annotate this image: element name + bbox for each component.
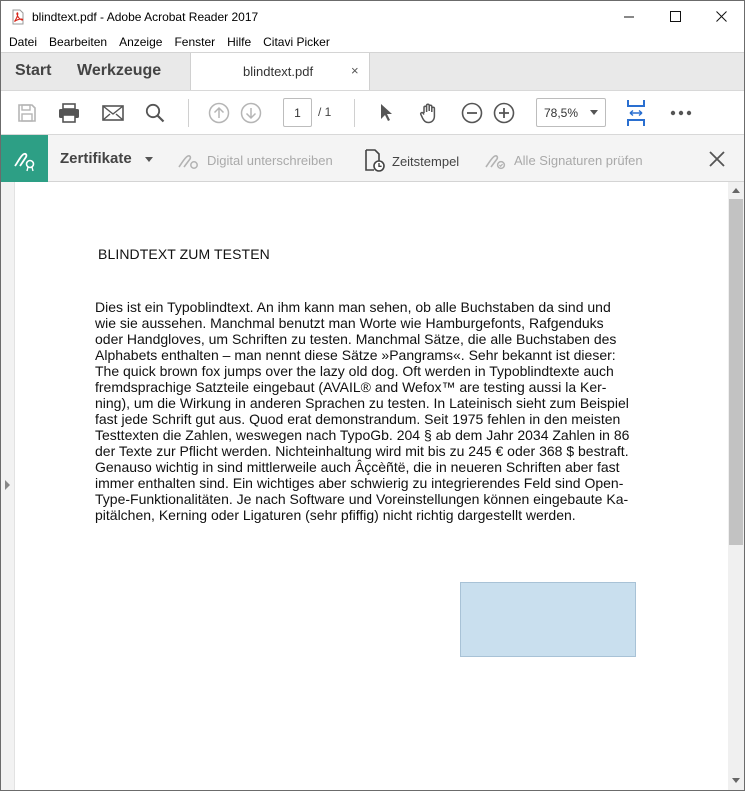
email-icon[interactable] [101, 101, 125, 125]
page-down-icon[interactable] [239, 101, 263, 125]
menu-view[interactable]: Anzeige [119, 35, 163, 49]
maximize-icon [670, 11, 681, 22]
scroll-up-icon[interactable] [732, 188, 740, 193]
save-icon[interactable] [15, 101, 39, 125]
pdf-page [16, 182, 728, 790]
page-total: / 1 [318, 105, 332, 119]
document-line: ning), um die Wirkung in anderen Sprachen zu testen. In Lateinisch sieht zum Beispiel [95, 395, 629, 411]
digital-sign-label: Digital unterschreiben [207, 152, 333, 168]
document-line: fremdsprachige Satzteile eingebaut (AVAIL® and Wefox™ are testing aussi la Ker- [95, 379, 607, 395]
more-icon[interactable] [669, 101, 693, 125]
document-line: Testtexten die Zahlen, weswegen nach TypoGb. 204 § ab dem Jahr 2034 Zahlen in 86 [95, 427, 630, 443]
timestamp-icon [364, 149, 386, 173]
zoom-value: 78,5% [544, 106, 579, 120]
close-icon [707, 149, 727, 169]
close-icon [716, 11, 727, 22]
fit-page-icon[interactable] [624, 99, 648, 127]
chevron-down-icon [590, 110, 598, 115]
document-line: The quick brown fox jumps over the lazy old dog. Oft werden in Typoblindtexte auch [95, 363, 614, 379]
tab-document[interactable] [190, 53, 370, 90]
document-line: immer enthalten sind. Ein wichtiges aber schwierig zu integrierendes Feld sind Open- [95, 475, 624, 491]
page-number-input[interactable]: 1 [283, 98, 312, 127]
document-line: Genauso wichtig in sind mittlerweile auch Âçcèñtë, die in neueren Schriften aber fast [95, 459, 620, 475]
document-line: der Texte zur Pflicht werden. Nichteinhaltung wird mit bis zu 245 € oder 368 $ bestraft. [95, 443, 629, 459]
verify-all-label: Alle Signaturen prüfen [514, 152, 643, 168]
menu-window[interactable]: Fenster [174, 35, 216, 49]
zoom-out-icon[interactable] [460, 101, 484, 125]
menu-citavi-picker[interactable]: Citavi Picker [263, 35, 330, 49]
timestamp-label: Zeitstempel [392, 153, 460, 169]
tab-start[interactable]: Start [15, 62, 52, 79]
certificates-tool-badge [1, 135, 48, 182]
menu-bar [1, 32, 744, 52]
title-bar [1, 1, 744, 32]
page-up-icon[interactable] [207, 101, 231, 125]
document-line: fast jede Schrift gut aus. Quod erat demonstrandum. Seit 1975 fehlen in den meisten [95, 411, 621, 427]
minimize-button[interactable] [606, 1, 652, 32]
certificates-bar [1, 135, 744, 182]
zoom-in-icon[interactable] [492, 101, 516, 125]
menu-edit[interactable]: Bearbeiten [49, 35, 108, 49]
search-icon[interactable] [143, 101, 167, 125]
scroll-down-icon[interactable] [732, 778, 740, 783]
signature-field[interactable] [460, 582, 636, 657]
document-line: wie sie aussehen. Manchmal benutzt man Worte wie Hamburgefonts, Rafgenduks [95, 315, 604, 331]
document-line: Type-Funktionalitäten. Je nach Software und Voreinstellungen können eingebaute Ka- [95, 491, 629, 507]
document-area [1, 182, 744, 790]
digital-sign-button[interactable] [177, 149, 333, 171]
certificates-menu[interactable]: Zertifikate [60, 150, 132, 167]
hand-icon[interactable] [417, 101, 441, 125]
print-icon[interactable] [57, 101, 81, 125]
toolbar-separator [354, 99, 355, 127]
document-body [95, 299, 651, 523]
menu-help[interactable]: Hilfe [227, 35, 252, 49]
left-panel-toggle[interactable] [1, 182, 15, 790]
timestamp-button[interactable] [364, 149, 459, 173]
minimize-icon [624, 11, 635, 22]
document-line: pitälchen, Kerning oder Ligaturen (sehr pfiffig) nicht richtig dargestellt werden. [95, 507, 576, 523]
pdf-file-icon [10, 9, 26, 25]
pen-seal-icon [12, 146, 38, 172]
menu-file[interactable]: Datei [9, 35, 38, 49]
tab-document-label: blindtext.pdf [243, 64, 314, 79]
document-line: Alphabets enthalten – man nennt diese Sätze »Pangrams«. Sehr bekannt ist dieser: [95, 347, 616, 363]
scrollbar-thumb[interactable] [729, 199, 743, 545]
maximize-button[interactable] [652, 1, 698, 32]
sign-pen-icon [177, 149, 201, 171]
vertical-scrollbar[interactable] [728, 182, 744, 790]
document-line: Dies ist ein Typoblindtext. An ihm kann man sehen, ob alle Buchstaben da sind und [95, 299, 611, 315]
tab-tools[interactable]: Werkzeuge [77, 62, 162, 79]
zoom-select[interactable] [536, 98, 606, 127]
toolbar-separator [188, 99, 189, 127]
document-heading: BLINDTEXT ZUM TESTEN [98, 246, 270, 262]
close-certificates-button[interactable] [707, 149, 727, 169]
tab-close-button[interactable]: × [351, 63, 359, 78]
main-toolbar [1, 90, 744, 135]
verify-signature-icon [484, 149, 508, 171]
chevron-right-icon [5, 480, 10, 490]
tab-row [1, 52, 744, 90]
window-title: blindtext.pdf - Adobe Acrobat Reader 2017 [32, 9, 259, 24]
document-line: oder Handgloves, um Schriften zu testen. Manchmal Sätze, die alle Buchstaben des [95, 331, 617, 347]
verify-all-signatures-button[interactable] [484, 149, 643, 171]
chevron-down-icon [145, 157, 153, 162]
select-cursor-icon[interactable] [374, 101, 398, 125]
close-window-button[interactable] [698, 1, 744, 32]
